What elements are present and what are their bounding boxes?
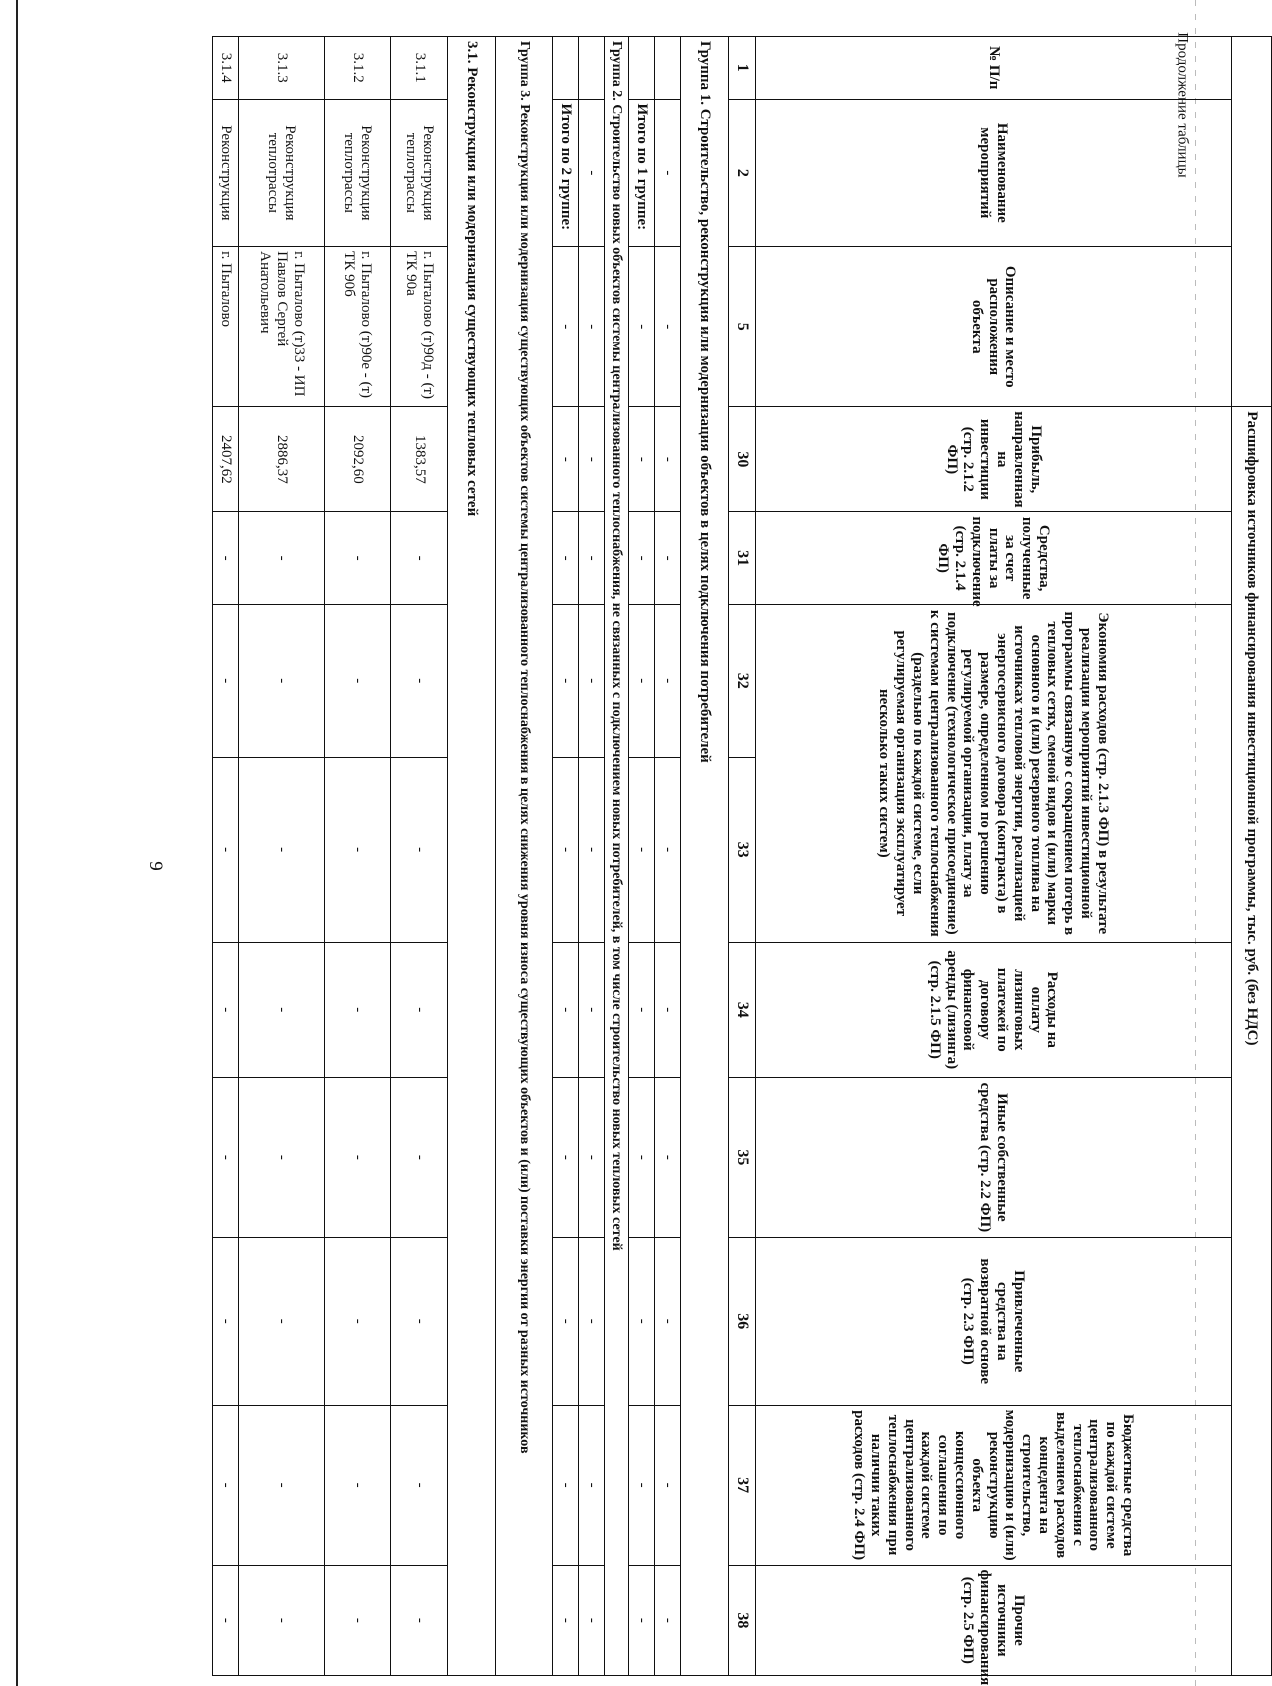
col-number: 37 [728, 1405, 755, 1565]
empty-value-cell: - [552, 1565, 578, 1675]
total-1-label: Итого по 1 группе: [629, 99, 655, 247]
empty-value-cell: - [655, 1237, 681, 1405]
column-number-row [728, 37, 755, 1676]
table-cell [629, 37, 655, 100]
financing-table-wrapper [212, 36, 1272, 1686]
empty-value-cell: - [239, 942, 325, 1077]
empty-value-cell: - [629, 407, 655, 512]
empty-value-cell: - [552, 1077, 578, 1237]
super-header: Расшифровка источников финансирования инвестиционной программы, тыс. руб. (без НДС) [1231, 407, 1271, 1676]
table-row [578, 37, 604, 1676]
col-header-name: Наименование мероприятий [755, 99, 1231, 247]
empty-value-cell: - [391, 942, 448, 1077]
col-number: 2 [728, 99, 755, 247]
empty-value-cell: - [391, 1405, 448, 1565]
empty-value-cell: - [552, 1405, 578, 1565]
empty-value-cell: - [213, 757, 239, 942]
group-3-title: Группа 3. Реконструкция или модернизация существующих объектов системы централизованного теплоснабжения в целях снижения уровня износа существующих объектов и (или) поставки энергии от разных источников [495, 37, 552, 1676]
empty-value-cell: - [629, 1565, 655, 1675]
total-row [629, 37, 655, 1676]
col-header-description: Описание и место расположения объекта [755, 247, 1231, 407]
group-1-title: Группа 1. Строительство, реконструкция или модернизация объектов в целях подключения потребителей [681, 37, 729, 1676]
table-cell: г. Пыталово (т)90е - (т) ТК 90б [324, 247, 391, 407]
empty-value-cell: - [239, 1237, 325, 1405]
empty-value-cell: - [629, 757, 655, 942]
empty-value-cell: - [324, 604, 391, 757]
empty-value-cell: - [552, 512, 578, 605]
col-header-profit: Прибыль, направленная на инвестиции (стр. 2.1.2 ФП) [755, 407, 1231, 512]
empty-value-cell: - [655, 512, 681, 605]
empty-value-cell: - [213, 1405, 239, 1565]
empty-value-cell: - [324, 1565, 391, 1675]
col-number: 5 [728, 247, 755, 407]
table-cell: 3.1.1 [391, 37, 448, 100]
empty-value-cell: - [578, 407, 604, 512]
empty-value-cell: - [391, 1565, 448, 1675]
col-number: 34 [728, 942, 755, 1077]
empty-value-cell: - [578, 757, 604, 942]
table-cell: Реконструкция теплотрассы [324, 99, 391, 247]
financing-table [212, 36, 1272, 1686]
col-number: 33 [728, 757, 755, 942]
empty-value-cell: - [629, 512, 655, 605]
empty-value-cell: - [391, 757, 448, 942]
table-cell: 1383,57 [391, 407, 448, 512]
empty-value-cell: - [629, 942, 655, 1077]
table-cell: г. Пыталово [213, 247, 239, 407]
col-header-connection-fee: Средства, полученные за счет платы за подключение (стр. 2.1.4 ФП) [755, 512, 1231, 605]
total-row [552, 37, 578, 1676]
table-cell: Реконструкция теплотрассы [239, 99, 325, 247]
table-cell [655, 37, 681, 100]
table-cell: г. Пыталово (т)33 - ИП Павлов Сергей Анатольевич [239, 247, 325, 407]
col-header-savings: Экономия расходов (стр. 2.1.3 ФП) в результате реализации мероприятий инвестиционной программы связанную с сокращением потерь в тепловых сетях, сменой видов и (или) марки основного и (или) резервного топлива на источниках тепловой энергии, реализацией энергосервисного договора (контракта) в размере, определенном по решению регулируемой организации, плату за подключение (технологическое присоединение) к системам централизованного теплоснабжения (раздельно по каждой системе, если регулируемая организация эксплуатирует несколько таких систем) [755, 604, 1231, 942]
col-number: 1 [728, 37, 755, 100]
empty-value-cell: - [324, 1237, 391, 1405]
col-header-other: Прочие источники финансирования (стр. 2.5 ФП) [755, 1565, 1231, 1675]
empty-value-cell: - [578, 604, 604, 757]
rotated-sheet [212, 36, 1272, 1686]
empty-value-cell: - [552, 757, 578, 942]
empty-value-cell: - [239, 757, 325, 942]
empty-value-cell: - [655, 1077, 681, 1237]
group-row [681, 37, 729, 1676]
col-header-borrowed: Привлеченные средства на возвратной основе (стр. 2.3 ФП) [755, 1237, 1231, 1405]
empty-value-cell: - [239, 1077, 325, 1237]
group-2-title: Группа 2. Строительство новых объектов системы централизованного теплоснабжения, не связанных с подключением новых потребителей, в том числе строительство новых тепловых сетей [604, 37, 629, 1676]
empty-value-cell: - [655, 99, 681, 247]
empty-value-cell: - [391, 1237, 448, 1405]
empty-value-cell: - [391, 604, 448, 757]
table-row [213, 37, 239, 1676]
table-cell [578, 37, 604, 100]
header-row-top [1231, 37, 1271, 1676]
empty-value-cell: - [655, 1565, 681, 1675]
empty-value-cell: - [578, 1077, 604, 1237]
empty-value-cell: - [655, 757, 681, 942]
table-row [324, 37, 391, 1676]
empty-value-cell: - [213, 1237, 239, 1405]
table-cell: Реконструкция [213, 99, 239, 247]
continuation-label: Продолжение таблицы [1174, 32, 1191, 178]
empty-value-cell: - [629, 1077, 655, 1237]
empty-value-cell: - [629, 247, 655, 407]
table-cell [552, 37, 578, 100]
empty-value-cell: - [213, 1077, 239, 1237]
col-number: 38 [728, 1565, 755, 1675]
subgroup-3-1-title: 3.1. Реконструкция или модернизация существующих тепловых сетей [448, 37, 496, 1676]
group-row [604, 37, 629, 1676]
empty-value-cell: - [655, 1405, 681, 1565]
col-number: 30 [728, 407, 755, 512]
empty-value-cell: - [578, 1565, 604, 1675]
empty-value-cell: - [655, 604, 681, 757]
empty-value-cell: - [578, 99, 604, 247]
empty-value-cell: - [324, 942, 391, 1077]
empty-value-cell: - [213, 512, 239, 605]
empty-value-cell: - [239, 512, 325, 605]
empty-value-cell: - [629, 1405, 655, 1565]
empty-value-cell: - [213, 942, 239, 1077]
empty-value-cell: - [239, 1405, 325, 1565]
empty-value-cell: - [324, 757, 391, 942]
col-number: 35 [728, 1077, 755, 1237]
page-number: 9 [144, 861, 166, 871]
table-row [239, 37, 325, 1676]
empty-value-cell: - [391, 1077, 448, 1237]
table-cell: 3.1.3 [239, 37, 325, 100]
table-cell: 2407,62 [213, 407, 239, 512]
table-cell: 2886,37 [239, 407, 325, 512]
empty-value-cell: - [655, 407, 681, 512]
empty-value-cell: - [552, 604, 578, 757]
empty-value-cell: - [578, 512, 604, 605]
table-row [391, 37, 448, 1676]
empty-value-cell: - [578, 247, 604, 407]
empty-value-cell: - [578, 1237, 604, 1405]
empty-value-cell: - [655, 247, 681, 407]
subgroup-row [448, 37, 496, 1676]
table-cell: 3.1.2 [324, 37, 391, 100]
col-header-own-funds: Иные собственные средства (стр. 2.2 ФП) [755, 1077, 1231, 1237]
col-header-leasing: Расходы на оплату лизинговых платежей по договору финансовой аренды (лизинга) (стр. 2.1.5 ФП) [755, 942, 1231, 1077]
empty-value-cell: - [552, 942, 578, 1077]
empty-value-cell: - [552, 407, 578, 512]
table-cell: Реконструкция теплотрассы [391, 99, 448, 247]
col-number: 32 [728, 604, 755, 757]
table-cell: 2092,60 [324, 407, 391, 512]
col-number: 31 [728, 512, 755, 605]
empty-value-cell: - [629, 1237, 655, 1405]
empty-value-cell: - [239, 1565, 325, 1675]
empty-value-cell: - [578, 942, 604, 1077]
empty-value-cell: - [324, 1405, 391, 1565]
scan-edge-left [16, 0, 18, 1686]
empty-value-cell: - [629, 604, 655, 757]
empty-value-cell: - [391, 512, 448, 605]
empty-value-cell: - [324, 1077, 391, 1237]
empty-value-cell: - [213, 1565, 239, 1675]
table-cell: 3.1.4 [213, 37, 239, 100]
empty-value-cell: - [552, 247, 578, 407]
col-header-budget: Бюджетные средства по каждой системе централизованного теплоснабжения с выделением расходов концедента на строительство, модернизацию и (или) реконструкцию объекта концессионного соглашения по каждой системе централизованного теплоснабжения при наличии таких расходов (стр. 2.4 ФП) [755, 1405, 1231, 1565]
table-row [655, 37, 681, 1676]
empty-value-cell: - [552, 1237, 578, 1405]
empty-value-cell: - [578, 1405, 604, 1565]
col-number: 36 [728, 1237, 755, 1405]
empty-value-cell: - [324, 512, 391, 605]
empty-value-cell: - [239, 604, 325, 757]
empty-value-cell: - [213, 604, 239, 757]
col-header-number: № П/п [755, 37, 1231, 100]
total-2-label: Итого по 2 группе: [552, 99, 578, 247]
header-row [755, 37, 1231, 1676]
table-cell: г. Пыталово (т)90д - (т) ТК 90а [391, 247, 448, 407]
table-cell [1231, 37, 1271, 407]
empty-value-cell: - [655, 942, 681, 1077]
group-row [495, 37, 552, 1676]
